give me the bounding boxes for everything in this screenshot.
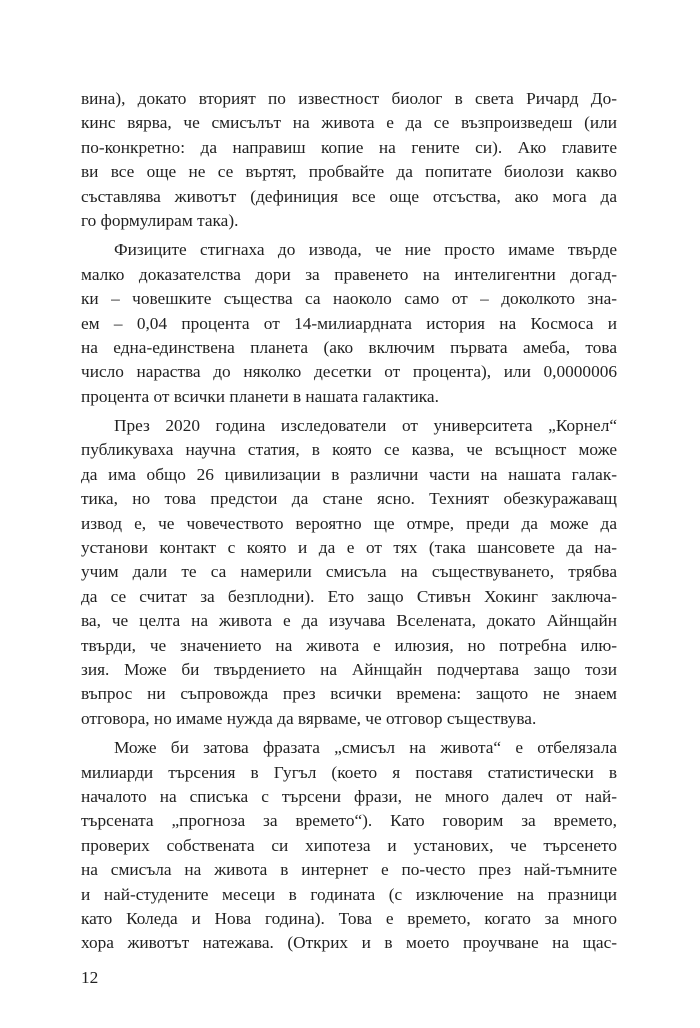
text-line: Може би затова фразата „смисъл на живота“ е отбелязала [114,738,617,758]
text-line: процента от всички планети в нашата галактика. [81,386,439,406]
text-line: ви все още не се въртят, пробвайте да попитате биолози какво [81,162,617,182]
text-line: въпрос ни съпровожда през всички времена: защото не знаем [81,684,617,704]
text-line: твърди, че значението на живота е илюзия, но потребна илю- [81,635,617,655]
text-line: да има общо 26 цивилизации в различни части на нашата галак- [81,464,617,484]
text-line: отговора, но имаме нужда да вярваме, че отговор съществува. [81,708,537,728]
text-line: и най-студените месеци в годината (с изключение на празници [81,884,617,904]
text-line: по-конкретно: да направиш копие на гените си). Ако главите [81,137,617,157]
text-line: да се считат за безплодни). Ето защо Стивън Хокинг заключа- [81,586,617,606]
text-line: го формулирам така). [81,210,239,230]
text-line: ва, че целта на живота е да изучава Вселената, докато Айнщайн [81,611,617,631]
text-line: учим дали те са намерили смисъла на съществуването, трябва [81,562,617,582]
text-line: тика, но това предстои да стане ясно. Техният обезкуражаващ [81,489,617,509]
text-line: публикуваха научна статия, в която се казва, че всъщност може [81,440,617,460]
text-line: съставлява животът (дефиниция все още отсъства, ако мога да [81,186,617,206]
text-line: извод е, че човечеството вероятно ще отмре, преди да може да [81,513,617,533]
text-line: установи контакт с която и да е от тях (така шансовете да на- [81,538,617,558]
paragraph [81,414,617,731]
paragraph [81,736,617,956]
text-line: на смисъла на живота в интернет е по-често през най-тъмните [81,860,617,880]
text-line: хора животът натежава. (Открих и в моето проучване на щас- [81,933,617,953]
text-line: ки – човешките същества са наоколо само от – доколкото зна- [81,289,617,309]
text-line: началото на списъка с търсени фрази, не много далеч от най- [81,786,617,806]
text-line: като Коледа и Нова година). Това е времето, когато за много [81,908,617,928]
text-line: на една-единствена планета (ако включим първата амеба, това [81,337,617,357]
text-line: През 2020 година изследователи от университета „Корнел“ [114,416,617,436]
text-line: малко доказателства дори за правенето на интелигентни догад- [81,264,617,284]
page-number: 12 [81,968,99,987]
text-line: вина), докато вторият по известност биолог в света Ричард До- [81,89,617,108]
text-line: зия. Може би твърдението на Айнщайн подчертава защо този [81,659,617,679]
text-line: число нараства до няколко десетки от процента), или 0,0000006 [81,362,617,382]
paragraph [81,87,617,233]
text-line: ем – 0,04 процента от 14-милиардната история на Космоса и [81,313,617,333]
text-line: проверих собствената си хипотеза и установих, че търсенето [81,835,617,855]
text-line: милиарди търсения в Гугъл (което я поставя статистически в [81,762,617,782]
text-line: кинс вярва, че смисълът на живота е да се възпроизведеш (или [81,113,617,133]
text-line: търсената „прогноза за времето“). Като говорим за времето, [81,811,617,831]
body-text [81,87,617,956]
text-line: Физиците стигнаха до извода, че ние просто имаме твърде [114,240,617,260]
paragraph [81,238,617,409]
